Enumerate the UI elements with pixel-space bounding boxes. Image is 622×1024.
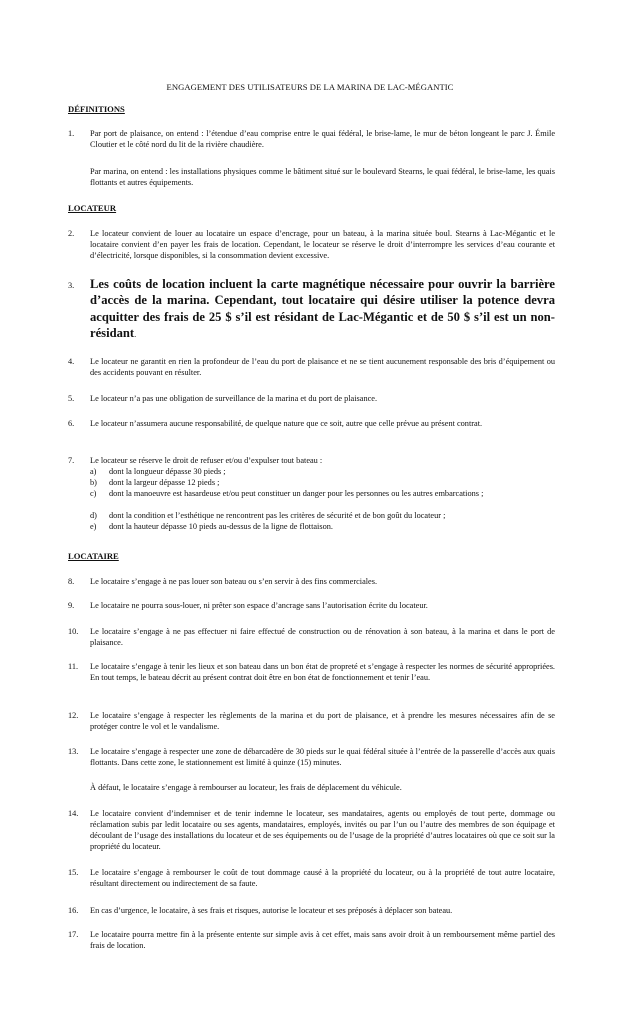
clause-text: Le locataire ne pourra sous-louer, ni prêter son espace d’ancrage sans l’autorisation écrite du locateur.: [90, 601, 428, 610]
clause-number: 2.: [68, 229, 75, 238]
document-title: ENGAGEMENT DES UTILISATEURS DE LA MARINA DE LAC-MÉGANTIC: [166, 82, 454, 92]
sublist-letter: a): [90, 467, 97, 476]
clause-text: Le locataire convient d’indemniser et de tenir indemne le locateur, ses mandataires, agents ou employés de tout perte, dommage ou réclamation subis par ledit locataire ou ses agents, mandataires, employés, invités ou par l’un ou l’autre des membres de son équipage et découlant de l’usage des installations du locateur et de ses équipements ou de l’usage de la propriété d’autres locataires où que ce soit sur la propriété du locateur.: [90, 809, 555, 852]
clause-number: 12.: [68, 711, 79, 720]
clause-number: 11.: [68, 662, 79, 671]
clause-text: Par port de plaisance, on entend : l’étendue d’eau comprise entre le quai fédéral, le brise-lame, le mur de béton longeant le parc J. Émile Cloutier et le côté nord du lit de la rivière chaudière.: [90, 129, 555, 150]
clause-text: Le locataire s’engage à ne pas louer son bateau ou s’en servir à des fins commerciales.: [90, 577, 378, 586]
clause-text: Le locataire s’engage à rembourser le coût de tout dommage causé à la propriété du locateur, ou à la propriété de tout autre locataire, résultant directement ou indirectement de sa faute.: [90, 868, 555, 889]
clause-number: 1.: [68, 129, 75, 138]
clause-number: 17.: [68, 930, 79, 939]
clause-text: Le locateur n’a pas une obligation de surveillance de la marina et du port de plaisance.: [90, 394, 378, 403]
clause-number: 5.: [68, 394, 75, 403]
clause-7-sublist: [90, 466, 555, 533]
clause-number: 3.: [68, 281, 75, 290]
clause-text: Le locateur ne garantit en rien la profondeur de l’eau du port de plaisance et ne se tient aucunement responsable des bris d’équipement ou des accidents pouvant en résulter.: [90, 357, 555, 378]
clause-text: Le locataire pourra mettre fin à la présente entente sur simple avis à cet effet, mais sans avoir droit à un remboursement même partiel des frais de location.: [90, 930, 555, 951]
clause-text: Le locataire s’engage à tenir les lieux et son bateau dans un bon état de propreté et s’engage à respecter les normes de sécurité appropriées. En tout temps, le bateau décrit au présent contrat doit être en bon état de fonctionnement et tenir l’eau.: [90, 662, 555, 683]
clause-text-end: .: [134, 330, 137, 340]
clause-number: 8.: [68, 577, 75, 586]
sublist-text: dont la hauteur dépasse 10 pieds au-dessus de la ligne de flottaison.: [109, 522, 333, 532]
clause-text-emphasized: [90, 276, 555, 344]
clause-1-marina-definition: Par marina, on entend : les installations physiques comme le bâtiment situé sur le boulevard Stearns, le quai fédéral, le brise-lame, les quais flottants et autres équipements.: [90, 167, 555, 188]
clause-number: 13.: [68, 747, 79, 756]
clause-text: Le locateur convient de louer au locataire un espace d’encrage, pour un bateau, à la marina située boul. Stearns à Lac-Mégantic et le locataire convient d’en payer les frais de location. Cependant, le locateur se réserve le droit d’interrompre les services d’eau courante et d’électricité, lorsque disponibles, si la consommation devient excessive.: [90, 229, 555, 261]
sublist-item-c: [90, 488, 555, 510]
sublist-item-d: [90, 510, 555, 521]
sublist-item-e: [90, 521, 555, 532]
clause-text: Le locataire s’engage à respecter les règlements de la marina et du port de plaisance, et à prendre les mesures nécessaires afin de se protéger contre le vol et le vandalisme.: [90, 711, 555, 732]
section-heading-definitions: DÉFINITIONS: [68, 104, 125, 114]
section-heading-locataire: LOCATAIRE: [68, 551, 119, 561]
clause-text-bold: Les coûts de location incluent la carte magnétique nécessaire pour ouvrir la barrière d’accès de la marina. Cependant, tout locataire qui désire utiliser la potence devra acquitter des frais de 25 $ s’il est résidant de Lac-Mégantic et de 50 $ s’il est un non-résidant: [90, 277, 555, 341]
clause-number: 9.: [68, 601, 75, 610]
clause-number: 14.: [68, 809, 79, 818]
clause-number: 6.: [68, 419, 75, 428]
clause-number: 15.: [68, 868, 79, 877]
sublist-letter: e): [90, 522, 97, 532]
sublist-text: dont la manoeuvre est hasardeuse et/ou peut constituer un danger pour les personnes ou les autres embarcations ;: [109, 489, 484, 499]
sublist-item-a: [90, 466, 555, 477]
clause-text: Le locataire s’engage à respecter une zone de débarcadère de 30 pieds sur le quai fédéral située à l’entrée de la passerelle d’accès aux quais flottants. Dans cette zone, le stationnement est limité à quinze (15) minutes.: [90, 747, 555, 768]
section-heading-locateur: LOCATEUR: [68, 203, 117, 213]
clause-text: Le locataire s’engage à ne pas effectuer ni faire effectué de construction ou de rénovation à son bateau, à la marina et dans le port de plaisance.: [90, 627, 555, 648]
clause-number: 7.: [68, 456, 75, 465]
clause-number: 4.: [68, 357, 75, 366]
sublist-letter: d): [90, 511, 97, 521]
sublist-text: dont la condition et l’esthétique ne rencontrent pas les critères de sécurité et de bon goût du locateur ;: [109, 511, 446, 521]
clause-13-paragraph: À défaut, le locataire s’engage à rembourser au locateur, les frais de déplacement du véhicule.: [90, 783, 402, 792]
clause-text: En cas d’urgence, le locataire, à ses frais et risques, autorise le locateur et ses préposés à déplacer son bateau.: [90, 906, 453, 915]
sublist-item-b: [90, 477, 555, 488]
clause-number: 16.: [68, 906, 79, 915]
sublist-letter: b): [90, 478, 97, 488]
sublist-text: dont la longueur dépasse 30 pieds ;: [109, 467, 226, 476]
clause-text: Le locateur se réserve le droit de refuser et/ou d’expulser tout bateau :: [90, 456, 323, 465]
clause-number: 10.: [68, 627, 79, 636]
sublist-text: dont la largeur dépasse 12 pieds ;: [109, 478, 220, 488]
sublist-letter: c): [90, 489, 97, 499]
clause-text: Le locateur n’assumera aucune responsabilité, de quelque nature que ce soit, autre que celle prévue au présent contrat.: [90, 419, 483, 428]
